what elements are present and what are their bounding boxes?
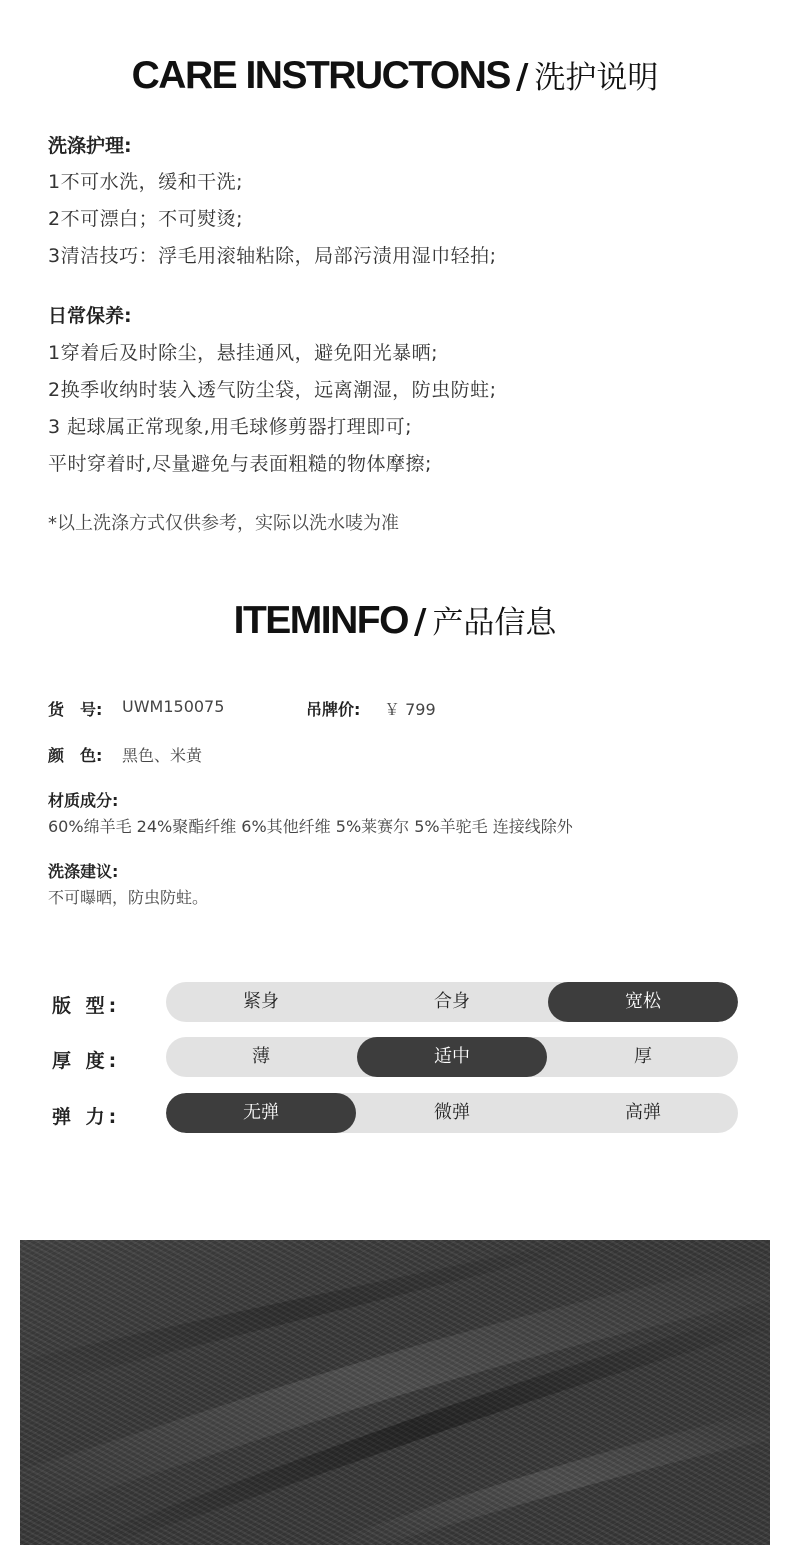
wash-care-line-2: 2不可漂白；不可熨烫;	[48, 208, 243, 230]
fit-scale	[166, 982, 738, 1022]
daily-care-line-2: 2换季收纳时装入透气防尘袋，远离潮湿，防虫防蛀;	[48, 379, 497, 401]
elasticity-label: 弹 力:	[52, 1106, 121, 1128]
item-title-en: ITEMINFO	[233, 599, 408, 642]
daily-care-label: 日常保养:	[48, 305, 132, 327]
care-title-en: CARE INSTRUCTONS	[131, 54, 510, 97]
material-label: 材质成分:	[48, 791, 119, 810]
wash-care-line-3: 3清洁技巧：浮毛用滚轴粘除，局部污渍用湿巾轻拍;	[48, 245, 497, 267]
thickness-option-thick: 厚	[634, 1046, 652, 1067]
care-heading	[0, 52, 790, 98]
thickness-option-thin: 薄	[252, 1046, 270, 1067]
sku-value: UWM150075	[122, 697, 225, 716]
care-note: *以上洗涤方式仅供参考，实际以洗水唛为准	[48, 513, 399, 534]
price-value: ￥ 799	[384, 700, 436, 719]
wash-care-line-1: 1不可水洗，缓和干洗;	[48, 171, 243, 193]
fabric-texture-image	[20, 1240, 770, 1545]
wash-advice-value: 不可曝晒，防虫防蛀。	[48, 888, 209, 907]
item-title-slash: /	[413, 602, 427, 642]
care-title-slash: /	[515, 57, 529, 97]
elasticity-scale	[166, 1093, 738, 1133]
daily-care-line-4: 平时穿着时,尽量避免与表面粗糙的物体摩擦;	[48, 453, 432, 475]
item-heading	[0, 597, 790, 643]
daily-care-line-1: 1穿着后及时除尘，悬挂通风，避免阳光暴晒;	[48, 342, 438, 364]
fit-option-loose: 宽松	[548, 982, 738, 1022]
price-label: 吊牌价:	[306, 700, 361, 719]
thickness-label: 厚 度:	[52, 1050, 121, 1072]
elasticity-option-slight: 微弹	[434, 1102, 470, 1123]
item-title-cn: 产品信息	[432, 605, 557, 641]
fabric-fold-shading	[20, 1240, 770, 1545]
color-label: 颜 色:	[48, 746, 103, 765]
fit-option-tight: 紧身	[243, 991, 279, 1012]
fit-label: 版 型:	[52, 995, 121, 1017]
wash-advice-label: 洗涤建议:	[48, 862, 119, 881]
elasticity-option-none: 无弹	[166, 1093, 356, 1133]
color-value: 黑色、米黄	[122, 746, 203, 765]
fit-option-regular: 合身	[434, 991, 470, 1012]
daily-care-line-3: 3 起球属正常现象,用毛球修剪器打理即可;	[48, 416, 413, 438]
wash-care-label: 洗涤护理:	[48, 135, 132, 157]
material-value: 60%绵羊毛 24%聚酯纤维 6%其他纤维 5%莱赛尔 5%羊驼毛 连接线除外	[48, 817, 573, 836]
elasticity-option-high: 高弹	[625, 1102, 661, 1123]
sku-label: 货 号:	[48, 700, 103, 719]
care-title-cn: 洗护说明	[534, 60, 659, 96]
thickness-option-medium: 适中	[357, 1037, 547, 1077]
thickness-scale	[166, 1037, 738, 1077]
